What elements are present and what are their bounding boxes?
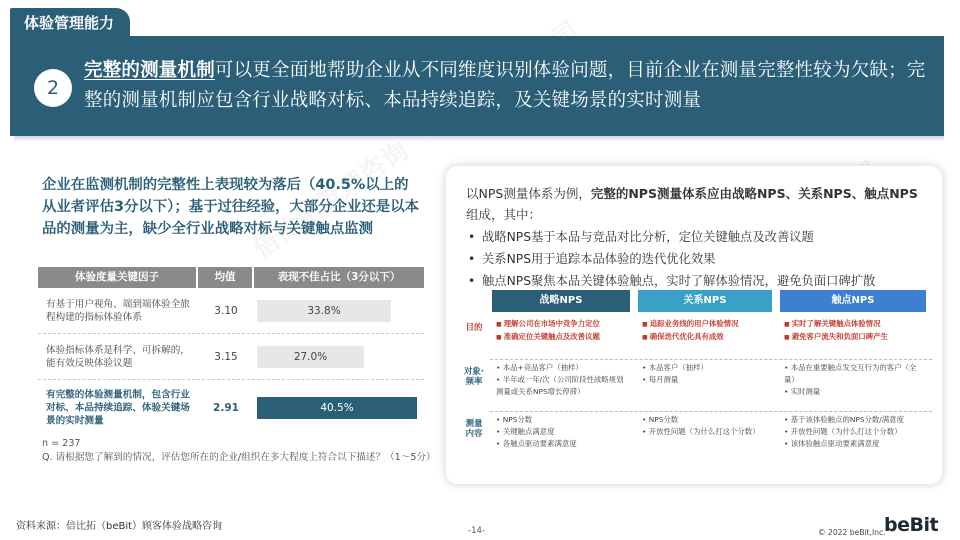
matrix-cell [496,362,630,398]
survey-question: Q. 请根据您了解到的情况，评估您所在的企业/组织在多大程度上符合以下描述？（1～5分） [42,452,436,463]
matrix-cell-item: • NPS分数 [496,414,630,426]
matrix-cell-item: • 开放性问题（为什么打这个分数） [642,426,772,438]
share-bar: 27.0% [257,346,364,368]
matrix-column-header: 战略NPS [492,290,630,312]
nps-intro-prefix: 以NPS测量体系为例， [466,186,591,201]
matrix-row-divider [490,411,932,412]
matrix-column-header: 关系NPS [638,290,772,312]
matrix-cell-item: • 该体验触点驱动要素满意度 [784,438,926,450]
nps-intro-bold: 完整的NPS测量体系应由战略NPS、关系NPS、触点NPS [590,186,918,201]
factor-text: 有完整的体验测量机制，包含行业对标、本品持续追踪、体验关键场景的实时测量 [46,389,190,427]
matrix-column-header: 触点NPS [780,290,926,312]
matrix-cell [784,362,926,398]
matrix-cell-item: • 各触点驱动要素满意度 [496,438,630,450]
table-row [38,334,424,380]
list-item: • 关系NPS用于追踪本品体验的迭代优化效果 [466,248,926,270]
source-note: 资料来源：倍比拓（beBit）顾客体验战略咨询 [16,521,223,532]
matrix-cell-item: ■ 理解公司在市场中竞争力定位 [496,318,630,331]
survey-note [42,437,436,465]
matrix-cell [642,414,772,438]
matrix-cell-item: ■ 准确定位关键触点及改善议题 [496,331,630,344]
matrix-cell-item: • 本品+竞品客户（抽样） [496,362,630,374]
matrix-cell [784,318,926,344]
matrix-row-label: 目的 [465,322,483,332]
matrix-cell-item: • 本品在重要触点发交互行为的客户（全量） [784,362,926,386]
list-item: • 战略NPS基于本品与竞品对比分析，定位关键触点及改善议题 [466,226,926,248]
matrix-cell-item: • 每月测量 [642,374,772,386]
matrix-cell-item: • 基于该体验触点的NPS分数/满意度 [784,414,926,426]
matrix-cell [784,414,926,450]
matrix-cell-item: • 开放性问题（为什么打这个分数） [784,426,926,438]
nps-intro-suffix: 组成，其中： [466,207,542,222]
key-message-highlight: 完整的测量机制 [84,60,215,81]
matrix-row-label: 对象·频率 [464,366,484,386]
header-share: 表现不佳占比（3分以下） [252,267,424,288]
share-bar: 33.8% [257,300,391,322]
matrix-row-divider [490,359,932,360]
survey-finding-title: 企业在监测机制的完整性上表现较为落后（40.5%以上的从业者评估3分以下）；基于过往经验，大部分企业还是以本品的测量为主，缺少全行业战略对标与关键触点监测 [42,177,419,237]
key-message-text [84,56,934,116]
list-item: • 触点NPS聚焦本品关键体验触点，实时了解体验情况，避免负面口碑扩散 [466,270,926,292]
section-tag: 体验管理能力 [10,8,130,38]
copyright: © 2022 beBit,Inc. [818,528,886,537]
nps-bullet-list [466,226,926,292]
nps-matrix [462,290,932,460]
survey-table [38,267,424,436]
matrix-cell-item: • 本品客户（抽样） [642,362,772,374]
bebit-logo: beBit [884,514,939,536]
key-message-body: 可以更全面地帮助企业从不同维度识别体验问题，目前企业在测量完整性较为欠缺；完整的测量机制应包含行业战略对标、本品持续追踪，及关键场景的实时测量 [84,60,926,111]
matrix-cell [496,414,630,450]
factor-text: 有基于用户视角、端到端体验全旅程构建的指标体验体系 [46,298,190,323]
matrix-cell [642,362,772,386]
matrix-cell-item: • 半年或一年/次（公司阶段性战略规划测量或关系NPS增长停滞） [496,374,630,398]
matrix-cell-item: ■ 确保迭代优化具有成效 [642,331,772,344]
matrix-cell-item: ■ 追踪业务线的用户体验情况 [642,318,772,331]
header-mean: 均值 [196,267,252,288]
matrix-cell-item: • 实时测量 [784,386,926,398]
matrix-row-label: 测量内容 [465,418,483,438]
factor-text: 体验指标体系是科学、可拆解的，能有效反映体验议题 [46,344,190,369]
matrix-cell-item: • 关键触点满意度 [496,426,630,438]
matrix-cell-item: ■ 避免客户流失和负面口碑产生 [784,331,926,344]
mean-value: 2.91 [213,402,239,414]
point-number-badge: 2 [34,69,72,107]
share-bar: 40.5% [257,397,417,419]
matrix-cell [496,318,630,344]
matrix-cell [642,318,772,344]
matrix-cell-item: • NPS分数 [642,414,772,426]
banner-shadow [14,136,944,142]
table-row-highlighted [38,380,424,436]
nps-intro [466,183,926,225]
mean-value: 3.10 [214,304,238,317]
sample-size: n = 237 [42,438,81,449]
table-header [38,267,424,288]
header-factor: 体验度量关键因子 [75,271,159,283]
page-number: -14- [468,526,485,536]
mean-value: 3.15 [214,350,238,363]
table-row [38,288,424,334]
matrix-cell-item: ■ 实时了解关键触点体验情况 [784,318,926,331]
